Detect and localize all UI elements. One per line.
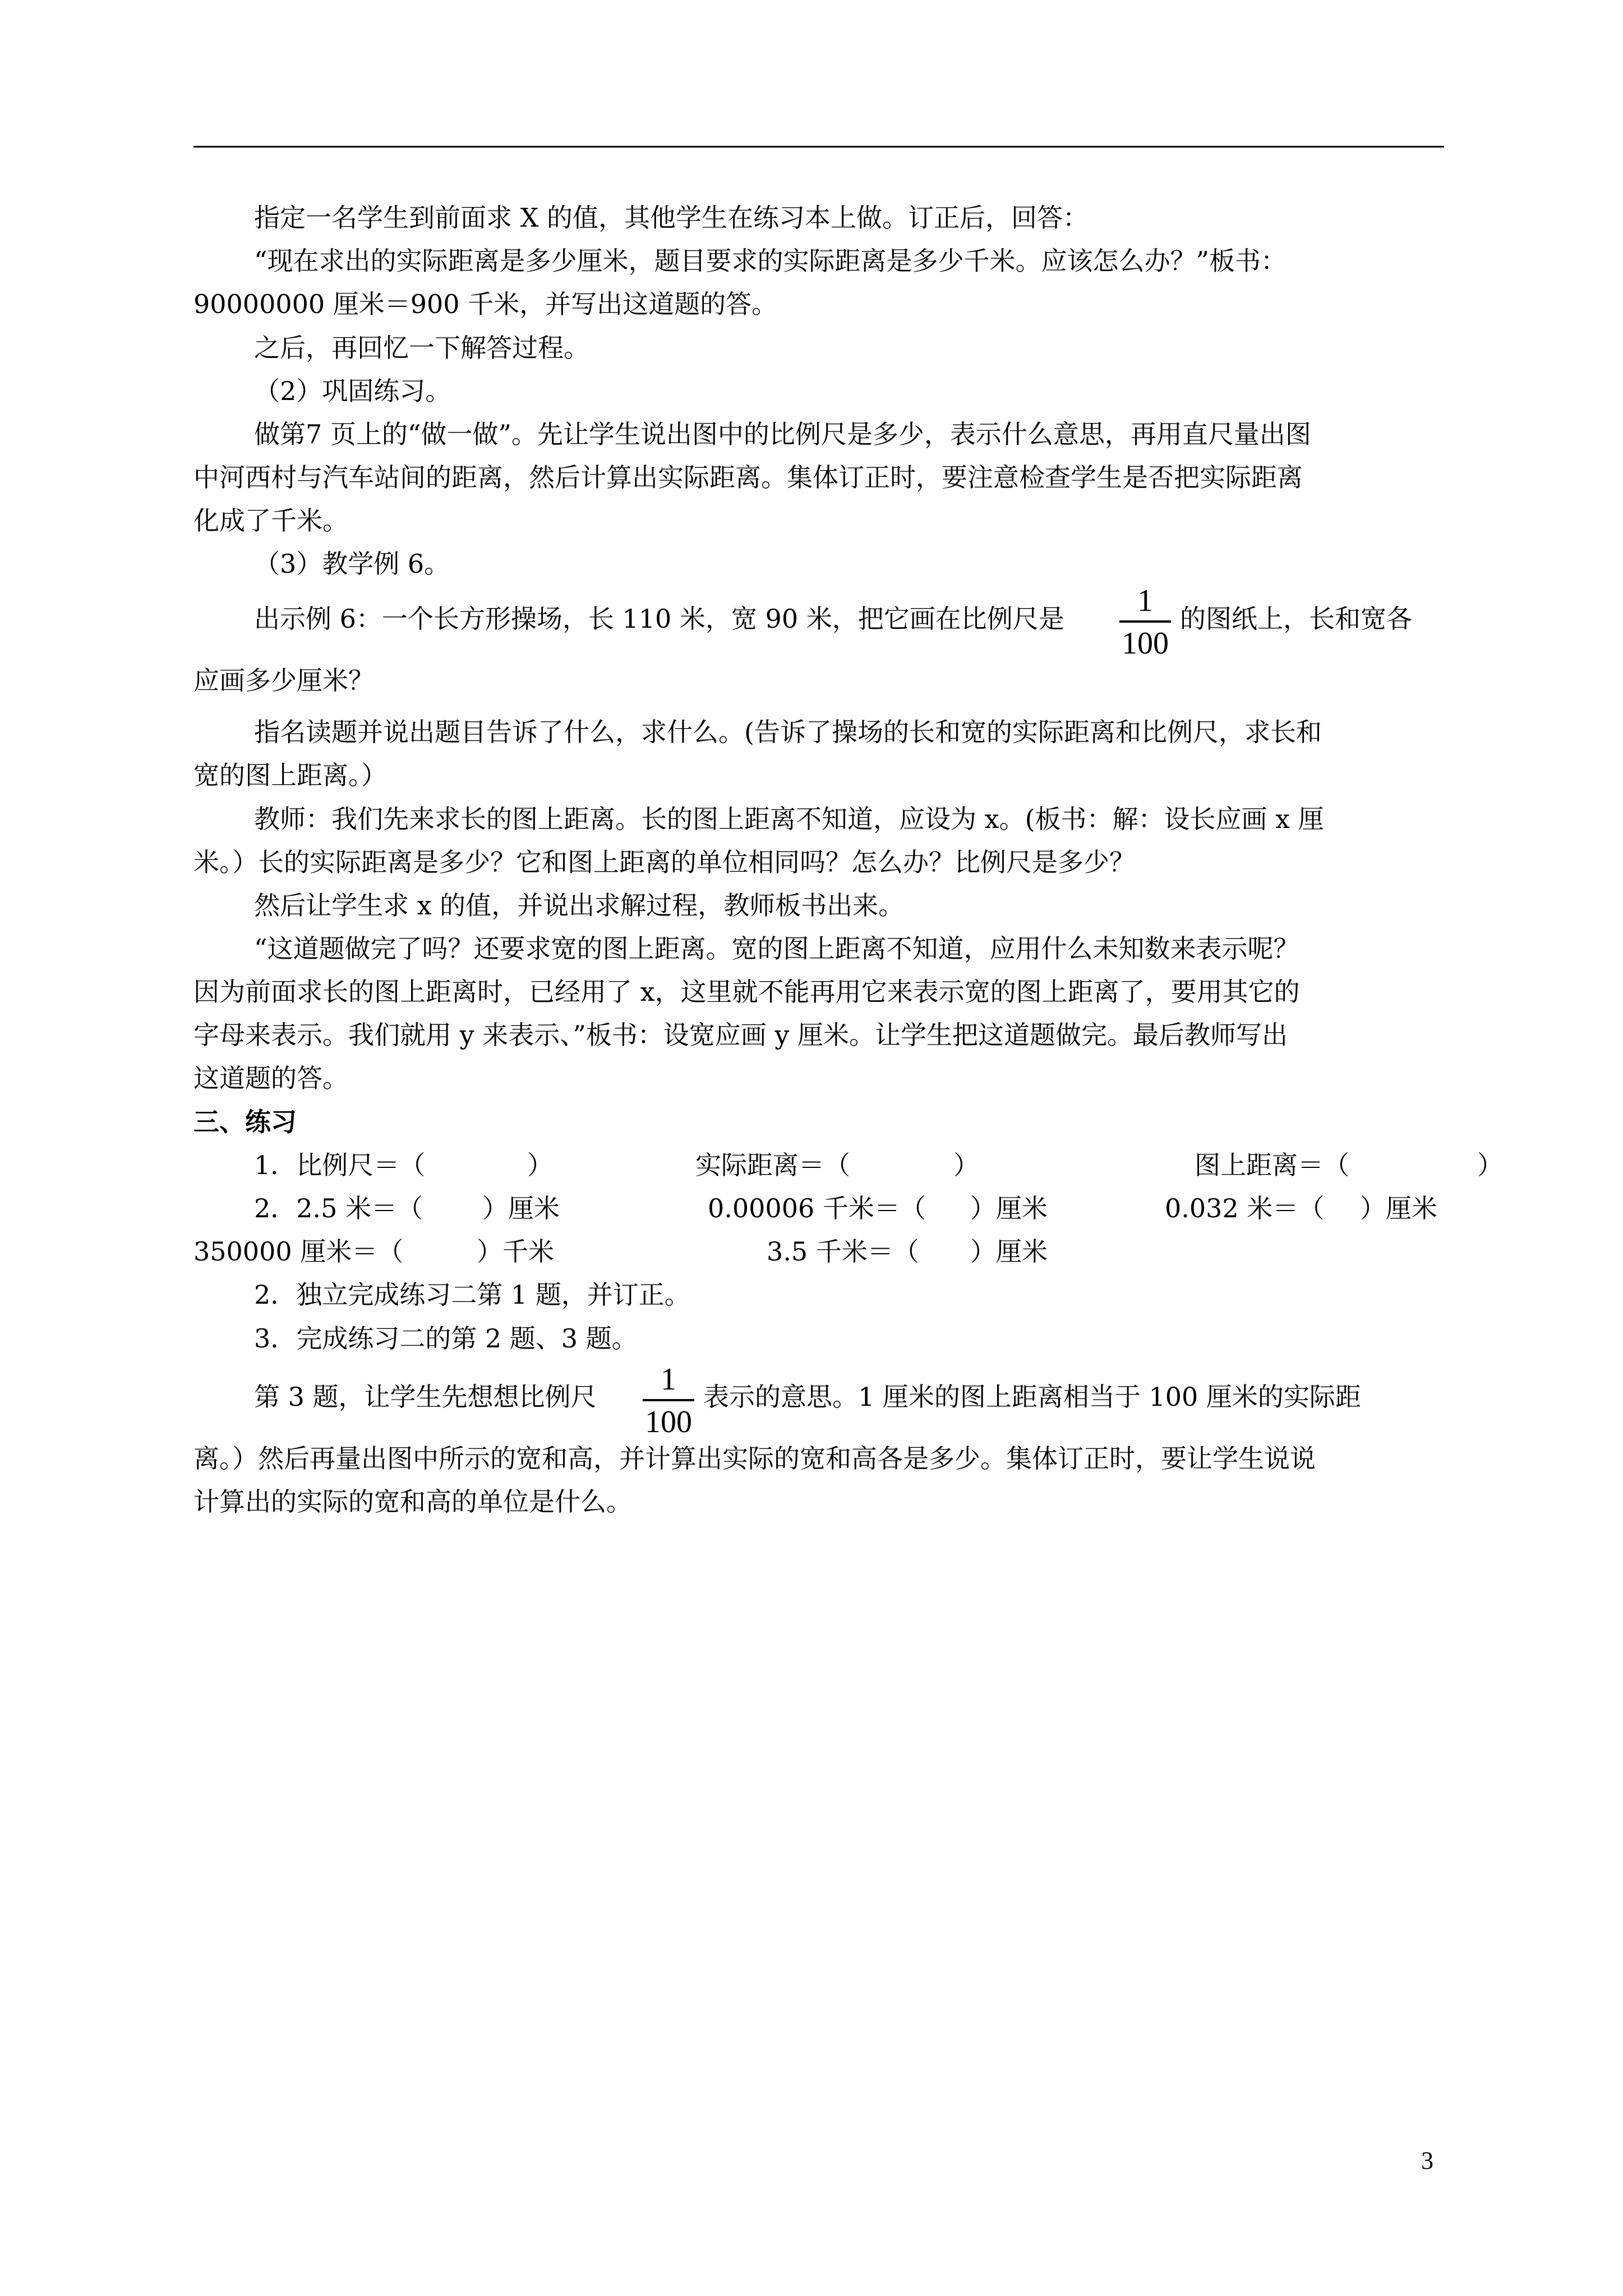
paragraph-line: 离。）然后再量出图中所示的宽和高，并计算出实际的宽和高各是多少。集体订正时，要让学生说说 (193, 1443, 1316, 1474)
exercise-unit: ）厘米 (1360, 1193, 1437, 1223)
section-heading: （3）教学例 6。 (254, 549, 450, 579)
fraction-numerator: 1 (1137, 583, 1153, 618)
paragraph-line: 指定一名学生到前面求 X 的值，其他学生在练习本上做。订正后，回答： (254, 203, 1089, 233)
paragraph-line: 90000000 厘米＝900 千米，并写出这道题的答。 (193, 289, 778, 319)
paragraph-line: 之后，再回忆一下解答过程。 (254, 333, 589, 363)
scale-fraction (1119, 581, 1171, 662)
exercise-item: 2．独立完成练习二第 1 题，并订正。 (254, 1280, 690, 1310)
paragraph-line: 出示例 6：一个长方形操场，长 110 米，宽 90 米，把它画在比例尺是 (254, 604, 1064, 634)
paragraph-line: 这道题的答。 (193, 1063, 348, 1093)
exercise-blank-close: ） (953, 1150, 979, 1180)
paragraph-line: 表示的意思。1 厘米的图上距离相当于 100 厘米的实际距 (703, 1382, 1361, 1412)
exercise-item: 350000 厘米＝（ (193, 1236, 404, 1267)
paragraph-line: 宽的图上距离。） (193, 760, 387, 790)
scale-fraction (643, 1360, 694, 1441)
exercise-unit: ）千米 (477, 1236, 554, 1267)
exercise-item: 3．完成练习二的第 2 题、3 题。 (254, 1323, 638, 1354)
page-number: 3 (1421, 2147, 1433, 2174)
paragraph-line: 中河西村与汽车站间的距离，然后计算出实际距离。集体订正时，要注意检查学生是否把实际距离 (193, 462, 1303, 493)
exercise-unit: ）厘米 (970, 1236, 1048, 1267)
fraction-denominator: 100 (1122, 626, 1169, 661)
exercise-item: 1．比例尺＝（ (254, 1150, 426, 1180)
exercise-item: 实际距离＝（ (695, 1150, 850, 1180)
paragraph-line: 字母来表示。我们就用 y 来表示、”板书：设宽应画 y 厘米。让学生把这道题做完。最后教师写出 (193, 1020, 1288, 1050)
paragraph-line: “这道题做完了吗？还要求宽的图上距离。宽的图上距离不知道，应用什么未知数来表示呢？ (254, 933, 1299, 964)
exercise-unit: ）厘米 (482, 1193, 560, 1223)
paragraph-line: 做第7 页上的“做一做”。先让学生说出图中的比例尺是多少，表示什么意思，再用直尺量出图 (254, 419, 1311, 449)
paragraph-line: 应画多少厘米？ (193, 665, 374, 696)
exercise-item: 0.00006 千米＝（ (708, 1193, 926, 1223)
section-heading: 三、练习 (193, 1107, 297, 1137)
paragraph-line: 指名读题并说出题目告诉了什么，求什么。(告诉了操场的长和宽的实际距离和比例尺，求长和 (254, 717, 1322, 747)
header-rule (193, 146, 1444, 148)
section-heading: （2）巩固练习。 (254, 376, 451, 406)
fraction-denominator: 100 (645, 1405, 692, 1439)
paragraph-line: 的图纸上，长和宽各 (1180, 604, 1412, 634)
exercise-blank-close: ） (527, 1150, 553, 1180)
exercise-item: 2．2.5 米＝（ (254, 1193, 423, 1223)
paragraph-line: 教师：我们先来求长的图上距离。长的图上距离不知道，应设为 x。(板书：解：设长应画 x 厘 (254, 804, 1324, 834)
fraction-numerator: 1 (661, 1362, 676, 1397)
paragraph-line: 因为前面求长的图上距离时，已经用了 x，这里就不能再用它来表示宽的图上距离了，要用其它的 (193, 977, 1300, 1007)
exercise-item: 图上距离＝（ (1195, 1150, 1349, 1180)
exercise-item: 0.032 米＝（ (1165, 1193, 1325, 1223)
exercise-unit: ）厘米 (970, 1193, 1048, 1223)
paragraph-line: 计算出的实际的宽和高的单位是什么。 (193, 1487, 632, 1517)
paragraph-line: 化成了千米。 (193, 505, 348, 536)
exercise-blank-close: ） (1477, 1150, 1503, 1180)
paragraph-line: 米。）长的实际距离是多少？它和图上距离的单位相同吗？怎么办？比例尺是多少？ (193, 847, 1135, 877)
paragraph-line: 然后让学生求 x 的值，并说出求解过程，教师板书出来。 (254, 890, 905, 921)
paragraph-line: “现在求出的实际距离是多少厘米，题目要求的实际距离是多少千米。应该怎么办？”板书： (254, 246, 1287, 276)
paragraph-line: 第 3 题，让学生先想想比例尺 (254, 1382, 597, 1412)
exercise-item: 3.5 千米＝（ (767, 1236, 919, 1267)
